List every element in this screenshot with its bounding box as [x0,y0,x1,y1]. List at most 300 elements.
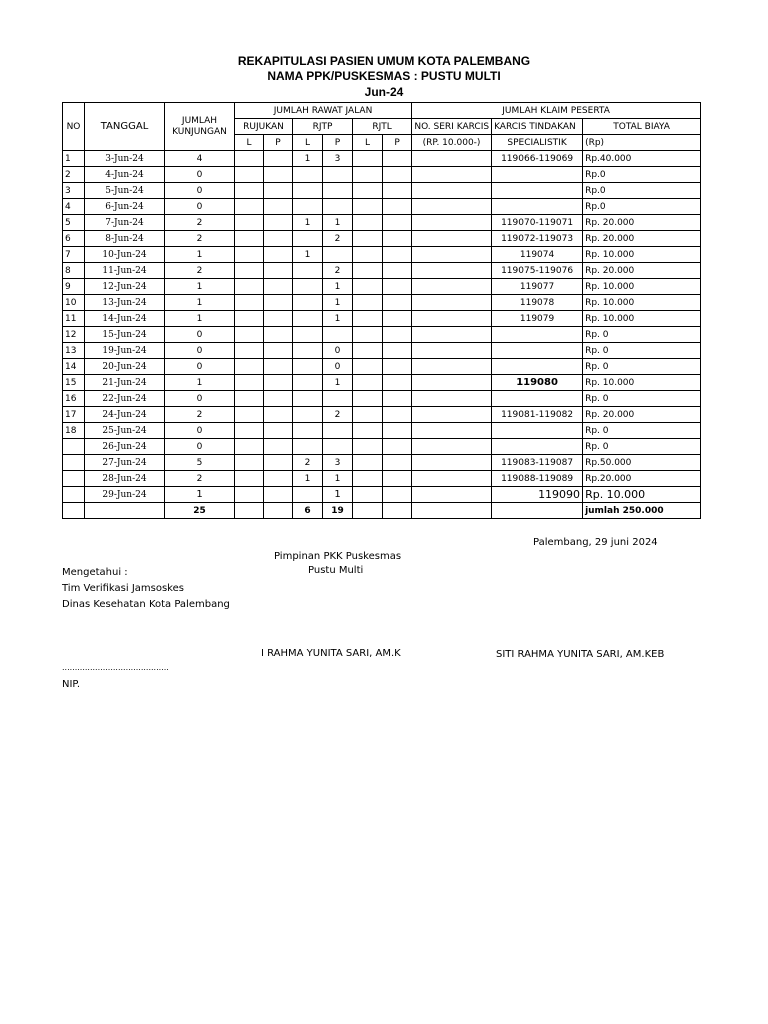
row-kunjungan: 0 [165,327,235,343]
row-rujukan-p [264,311,293,327]
row-rjtl-l [353,407,383,423]
row-no-seri [412,407,492,423]
col-header-l-rjtl: L [353,135,383,151]
row-tanggal: 22-Jun-24 [85,391,165,407]
row-no: 4 [63,199,85,215]
row-rjtl-p [383,199,412,215]
table-row [63,423,701,439]
total-biaya: jumlah 250.000 [583,503,701,519]
row-rujukan-l [235,279,264,295]
row-rjtp-p [323,423,353,439]
col-header-no-seri: NO. SERI KARCIS [412,119,492,135]
row-rjtl-p [383,295,412,311]
row-rujukan-l [235,263,264,279]
row-rujukan-l [235,375,264,391]
row-no: 5 [63,215,85,231]
row-rjtp-p: 3 [323,151,353,167]
col-header-p-rjtl: P [383,135,412,151]
row-no: 2 [63,167,85,183]
row-rjtp-p: 2 [323,263,353,279]
row-karcis [492,327,583,343]
table-row [63,471,701,487]
row-rujukan-l [235,391,264,407]
row-rjtl-p [383,279,412,295]
row-rjtp-l [293,295,323,311]
row-rjtp-l [293,375,323,391]
row-rjtp-l [293,231,323,247]
nip-label: NIP. [62,679,81,690]
row-tanggal: 25-Jun-24 [85,423,165,439]
row-kunjungan: 1 [165,311,235,327]
row-tanggal: 6-Jun-24 [85,199,165,215]
row-no: 17 [63,407,85,423]
row-no: 16 [63,391,85,407]
row-biaya: Rp. 0 [583,439,701,455]
report-period: Jun-24 [364,85,404,99]
row-tanggal: 4-Jun-24 [85,167,165,183]
col-header-rjtl: RJTL [353,119,412,135]
report-subtitle: NAMA PPK/PUSKESMAS : PUSTU MULTI [267,69,501,83]
row-rjtp-p: 1 [323,295,353,311]
row-rjtl-p [383,311,412,327]
total-cell-empty [492,503,583,519]
row-tanggal: 3-Jun-24 [85,151,165,167]
row-no-seri [412,439,492,455]
row-kunjungan: 1 [165,279,235,295]
row-no-seri [412,327,492,343]
row-rjtp-p: 1 [323,375,353,391]
row-rjtp-p: 2 [323,231,353,247]
row-no-seri [412,231,492,247]
row-rjtp-p: 1 [323,311,353,327]
table-row [63,359,701,375]
row-rjtl-l [353,439,383,455]
row-biaya: Rp. 0 [583,423,701,439]
row-kunjungan: 2 [165,231,235,247]
row-rjtp-l [293,167,323,183]
row-tanggal: 24-Jun-24 [85,407,165,423]
row-rjtl-p [383,215,412,231]
row-rujukan-p [264,375,293,391]
row-biaya: Rp. 10.000 [583,311,701,327]
row-karcis: 119088-119089 [492,471,583,487]
row-rjtp-l [293,439,323,455]
row-rjtl-l [353,327,383,343]
row-rjtl-l [353,455,383,471]
row-rujukan-p [264,487,293,503]
row-karcis: 119083-119087 [492,455,583,471]
row-no-seri [412,199,492,215]
row-no-seri [412,247,492,263]
row-rjtp-p: 2 [323,407,353,423]
row-biaya: Rp.20.000 [583,471,701,487]
col-header-rujukan: RUJUKAN [235,119,293,135]
row-no: 7 [63,247,85,263]
row-rjtl-l [353,167,383,183]
row-no-seri [412,391,492,407]
row-rjtl-p [383,375,412,391]
row-tanggal: 27-Jun-24 [85,455,165,471]
row-rjtl-l [353,343,383,359]
dinas-label: Dinas Kesehatan Kota Palembang [62,599,230,610]
row-rjtp-l [293,327,323,343]
row-rjtl-p [383,359,412,375]
row-rjtl-p [383,263,412,279]
row-rjtl-p [383,471,412,487]
row-tanggal: 21-Jun-24 [85,375,165,391]
row-no: 3 [63,183,85,199]
row-karcis [492,439,583,455]
row-rjtp-p [323,199,353,215]
row-rjtl-p [383,407,412,423]
row-biaya: Rp. 20.000 [583,215,701,231]
row-rjtp-l [293,263,323,279]
row-tanggal: 7-Jun-24 [85,215,165,231]
row-karcis: 119075-119076 [492,263,583,279]
row-rujukan-l [235,487,264,503]
row-rujukan-l [235,455,264,471]
row-no-seri [412,343,492,359]
row-rjtl-p [383,183,412,199]
row-kunjungan: 1 [165,295,235,311]
row-rjtp-l [293,279,323,295]
row-rjtp-p [323,391,353,407]
row-kunjungan: 4 [165,151,235,167]
row-kunjungan: 2 [165,471,235,487]
row-rujukan-l [235,199,264,215]
row-tanggal: 29-Jun-24 [85,487,165,503]
row-no: 18 [63,423,85,439]
total-cell-empty [412,503,492,519]
table-row [63,295,701,311]
row-rujukan-p [264,167,293,183]
table-row [63,263,701,279]
row-rjtp-l: 2 [293,455,323,471]
total-cell-empty [264,503,293,519]
row-karcis: 119078 [492,295,583,311]
row-biaya: Rp. 0 [583,327,701,343]
row-biaya: Rp. 0 [583,359,701,375]
row-no: 10 [63,295,85,311]
row-rujukan-l [235,327,264,343]
row-rjtl-p [383,487,412,503]
row-tanggal: 8-Jun-24 [85,231,165,247]
col-header-rawat-jalan: JUMLAH RAWAT JALAN [235,103,412,119]
row-no: 11 [63,311,85,327]
row-rujukan-l [235,183,264,199]
row-no-seri [412,375,492,391]
row-rujukan-l [235,167,264,183]
row-no: 12 [63,327,85,343]
row-biaya: Rp. 10.000 [583,487,701,503]
row-tanggal: 10-Jun-24 [85,247,165,263]
total-row [63,503,701,519]
row-kunjungan: 0 [165,167,235,183]
col-header-l-rjtp: L [293,135,323,151]
row-rujukan-l [235,311,264,327]
header-row-1 [63,103,701,119]
row-no-seri [412,263,492,279]
row-rujukan-l [235,407,264,423]
row-rujukan-l [235,215,264,231]
col-header-rjtp: RJTP [293,119,353,135]
row-biaya: Rp.0 [583,199,701,215]
table-row [63,151,701,167]
row-biaya: Rp.40.000 [583,151,701,167]
row-rjtl-l [353,263,383,279]
row-rjtl-l [353,487,383,503]
row-rjtl-l [353,311,383,327]
row-tanggal: 19-Jun-24 [85,343,165,359]
row-rjtp-l [293,199,323,215]
row-karcis [492,183,583,199]
row-no: 8 [63,263,85,279]
col-header-klaim: JUMLAH KLAIM PESERTA [412,103,701,119]
table-row [63,231,701,247]
row-rujukan-p [264,263,293,279]
row-rujukan-p [264,215,293,231]
row-rujukan-p [264,439,293,455]
table-row [63,183,701,199]
row-rujukan-p [264,391,293,407]
row-rujukan-p [264,359,293,375]
table-row [63,343,701,359]
row-rujukan-p [264,183,293,199]
row-rjtl-p [383,151,412,167]
row-karcis: 119070-119071 [492,215,583,231]
row-rujukan-p [264,231,293,247]
row-rjtp-p: 1 [323,215,353,231]
row-rjtp-p: 1 [323,279,353,295]
row-karcis [492,167,583,183]
row-rjtl-p [383,231,412,247]
row-rjtp-l: 1 [293,151,323,167]
row-no: 13 [63,343,85,359]
row-karcis: 119079 [492,311,583,327]
row-tanggal: 26-Jun-24 [85,439,165,455]
row-karcis: 119090 [492,487,583,503]
col-header-rp10: (RP. 10.000-) [412,135,492,151]
row-no-seri [412,151,492,167]
row-no-seri [412,167,492,183]
table-row [63,455,701,471]
row-no-seri [412,471,492,487]
row-no: 9 [63,279,85,295]
signature-dots: .......................................... [62,663,169,672]
table-row [63,247,701,263]
row-karcis [492,423,583,439]
row-rujukan-p [264,199,293,215]
place-date: Palembang, 29 juni 2024 [533,537,658,548]
row-karcis: 119077 [492,279,583,295]
row-rujukan-p [264,279,293,295]
row-no-seri [412,455,492,471]
row-no-seri [412,311,492,327]
col-header-spesialistik: SPECIALISTIK [492,135,583,151]
row-rujukan-p [264,343,293,359]
row-karcis: 119081-119082 [492,407,583,423]
total-cell-empty [383,503,412,519]
row-rjtl-l [353,199,383,215]
row-kunjungan: 0 [165,359,235,375]
row-rjtp-p: 0 [323,343,353,359]
row-rjtp-l: 1 [293,215,323,231]
row-biaya: Rp. 20.000 [583,231,701,247]
row-kunjungan: 0 [165,183,235,199]
row-biaya: Rp. 10.000 [583,295,701,311]
pimpinan-line1: Pimpinan PKK Puskesmas [274,551,402,562]
table-row [63,215,701,231]
row-rjtl-p [383,343,412,359]
table-row [63,487,701,503]
row-rujukan-p [264,151,293,167]
row-rjtp-l [293,311,323,327]
col-header-rp: (Rp) [583,135,701,151]
row-rujukan-p [264,327,293,343]
row-rjtl-l [353,391,383,407]
table-body [63,151,701,503]
row-kunjungan: 0 [165,439,235,455]
row-biaya: Rp. 10.000 [583,279,701,295]
row-rjtp-p [323,247,353,263]
row-rujukan-l [235,359,264,375]
row-tanggal: 13-Jun-24 [85,295,165,311]
row-rjtp-l [293,343,323,359]
row-rujukan-l [235,439,264,455]
row-rjtl-p [383,247,412,263]
row-rjtl-l [353,279,383,295]
total-cell-empty [85,503,165,519]
row-rjtl-l [353,151,383,167]
row-rjtp-l [293,183,323,199]
row-kunjungan: 0 [165,391,235,407]
row-rjtp-l [293,391,323,407]
row-no: 1 [63,151,85,167]
row-rujukan-l [235,295,264,311]
row-rjtl-l [353,183,383,199]
col-header-karcis: KARCIS TINDAKAN [492,119,583,135]
row-rjtp-p: 0 [323,359,353,375]
row-no-seri [412,295,492,311]
col-header-p-rujukan: P [264,135,293,151]
row-biaya: Rp. 10.000 [583,375,701,391]
row-rujukan-p [264,295,293,311]
row-rujukan-l [235,231,264,247]
row-rjtl-p [383,167,412,183]
row-no: 14 [63,359,85,375]
row-biaya: Rp. 0 [583,391,701,407]
col-header-no: NO [63,103,85,151]
row-tanggal: 12-Jun-24 [85,279,165,295]
row-rjtp-l [293,487,323,503]
row-tanggal: 20-Jun-24 [85,359,165,375]
row-no-seri [412,359,492,375]
row-karcis: 119080 [492,375,583,391]
row-rjtp-l: 1 [293,471,323,487]
row-rujukan-l [235,471,264,487]
row-rjtp-p [323,183,353,199]
row-rjtl-p [383,439,412,455]
row-karcis: 119066-119069 [492,151,583,167]
row-tanggal: 14-Jun-24 [85,311,165,327]
signatory-left: I RAHMA YUNITA SARI, AM.K [261,648,401,659]
row-rjtl-p [383,423,412,439]
row-rujukan-l [235,151,264,167]
row-rjtp-l [293,359,323,375]
row-rjtp-p [323,439,353,455]
signatory-right: SITI RAHMA YUNITA SARI, AM.KEB [496,649,665,660]
row-rujukan-p [264,423,293,439]
col-header-l-rujukan: L [235,135,264,151]
row-rjtl-l [353,375,383,391]
row-kunjungan: 1 [165,375,235,391]
row-rujukan-l [235,247,264,263]
row-biaya: Rp.50.000 [583,455,701,471]
total-cell-empty [353,503,383,519]
row-karcis: 119072-119073 [492,231,583,247]
row-biaya: Rp.0 [583,167,701,183]
row-kunjungan: 1 [165,247,235,263]
row-rujukan-l [235,343,264,359]
row-kunjungan: 2 [165,407,235,423]
total-cell-empty [235,503,264,519]
row-biaya: Rp. 10.000 [583,247,701,263]
row-tanggal: 11-Jun-24 [85,263,165,279]
table-row [63,311,701,327]
table-row [63,439,701,455]
row-rjtl-l [353,295,383,311]
row-no-seri [412,279,492,295]
col-header-total: TOTAL BIAYA [583,119,701,135]
row-no: 6 [63,231,85,247]
table-row [63,279,701,295]
row-rjtl-p [383,327,412,343]
row-rjtl-l [353,231,383,247]
col-header-tanggal: TANGGAL [85,103,165,151]
total-cell-empty [63,503,85,519]
row-rjtl-p [383,391,412,407]
total-rjtp-p: 19 [323,503,353,519]
row-tanggal: 15-Jun-24 [85,327,165,343]
row-rujukan-p [264,407,293,423]
table-row [63,375,701,391]
row-rujukan-p [264,247,293,263]
row-rujukan-p [264,455,293,471]
table-row [63,167,701,183]
report-title: REKAPITULASI PASIEN UMUM KOTA PALEMBANG [237,54,531,68]
total-rjtp-l: 6 [293,503,323,519]
recap-table [62,102,701,519]
row-no: 15 [63,375,85,391]
row-rjtl-l [353,247,383,263]
row-karcis [492,359,583,375]
row-rjtp-l [293,423,323,439]
row-no-seri [412,487,492,503]
row-rjtl-p [383,455,412,471]
table-row [63,199,701,215]
total-kunjungan: 25 [165,503,235,519]
row-kunjungan: 0 [165,343,235,359]
row-rjtp-p: 1 [323,471,353,487]
table-row [63,407,701,423]
row-rjtp-p: 3 [323,455,353,471]
row-rjtp-l [293,407,323,423]
row-kunjungan: 2 [165,263,235,279]
pimpinan-line2: Pustu Multi [308,565,364,576]
row-no-seri [412,423,492,439]
row-rujukan-l [235,423,264,439]
row-rujukan-p [264,471,293,487]
